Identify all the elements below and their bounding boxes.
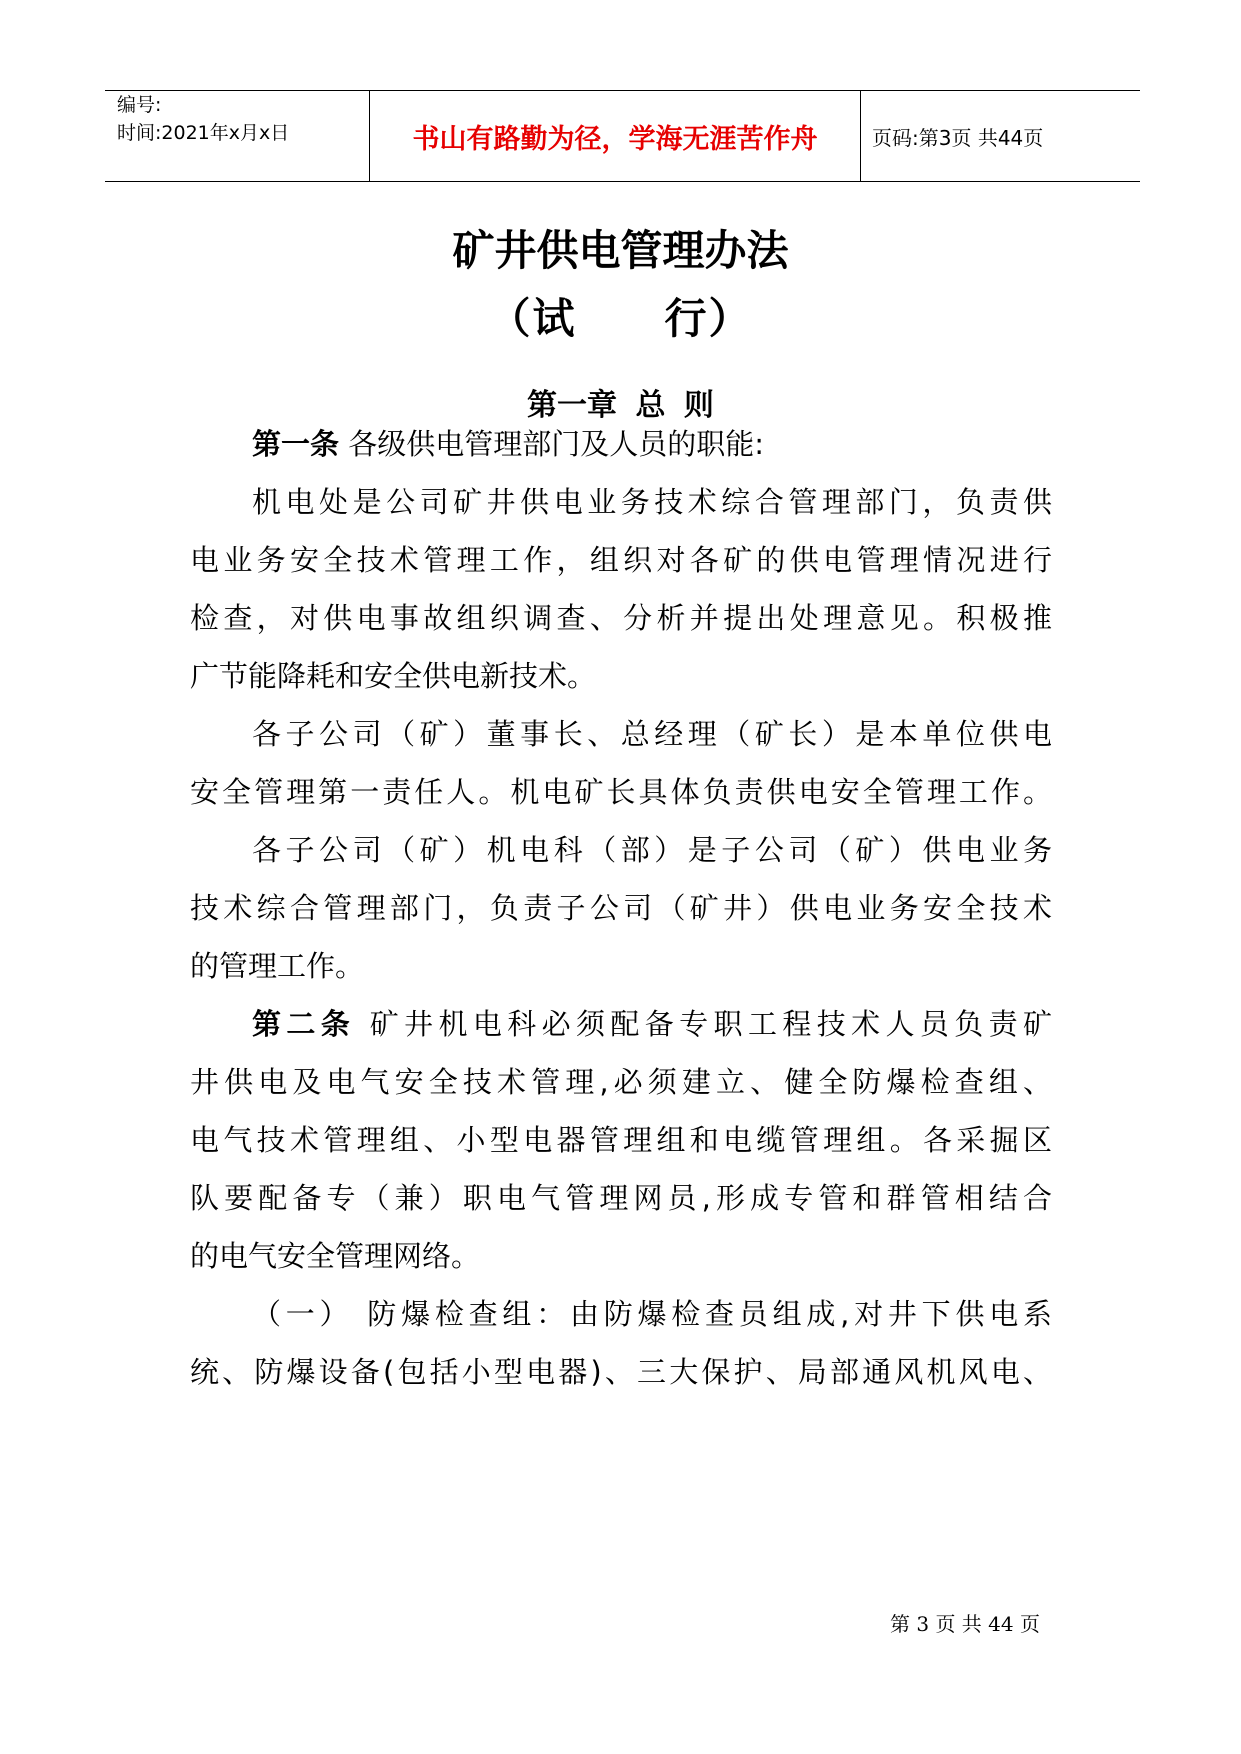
paragraph-line: 电气技术管理组、小型电器管理组和电缆管理组。各采掘区 xyxy=(190,1123,1052,1157)
article-2-label: 第二条 xyxy=(252,1007,356,1041)
paragraph-line: 的管理工作。 xyxy=(190,949,365,983)
paragraph-line: 的电气安全管理网络。 xyxy=(190,1239,481,1273)
document-subtitle: （试 行） xyxy=(488,294,753,343)
header-meta xyxy=(117,91,367,181)
header-divider-left xyxy=(369,91,370,181)
paragraph-line: 统、防爆设备(包括小型电器)、三大保护、局部通风机风电、 xyxy=(190,1355,1052,1389)
paragraph-line: 技术综合管理部门，负责子公司（矿井）供电业务安全技术 xyxy=(190,891,1052,925)
header-divider-right xyxy=(860,91,861,181)
article-2-heading xyxy=(252,1004,1052,1044)
page-header xyxy=(105,90,1140,182)
paragraph-line: 广节能降耗和安全供电新技术。 xyxy=(190,659,597,693)
header-motto: 书山有路勤为径，学海无涯苦作舟 xyxy=(412,123,818,155)
article-2-text: 矿井机电科必须配备专职工程技术人员负责矿 xyxy=(355,1007,1052,1041)
paragraph-line: 机电处是公司矿井供电业务技术综合管理部门，负责供 xyxy=(252,485,1052,519)
chapter-heading: 第一章 总 则 xyxy=(527,388,714,423)
paragraph-line: 各子公司（矿）董事长、总经理（矿长）是本单位供电 xyxy=(252,717,1052,751)
paragraph-line: 井供电及电气安全技术管理,必须建立、健全防爆检查组、 xyxy=(190,1065,1052,1099)
document-title: 矿井供电管理办法 xyxy=(452,226,789,275)
article-1-text: 各级供电管理部门及人员的职能: xyxy=(339,427,765,461)
page-footer: 第 3 页 共 44 页 xyxy=(890,1612,1040,1636)
paragraph-line: 检查，对供电事故组织调查、分析并提出处理意见。积极推 xyxy=(190,601,1052,635)
document-time: 时间:2021年x月x日 xyxy=(117,122,290,144)
header-page-code: 页码:第3页 共44页 xyxy=(872,125,1044,150)
paragraph-line: 队要配备专（兼）职电气管理网员,形成专管和群管相结合 xyxy=(190,1181,1052,1215)
document-number-label: 编号: xyxy=(117,94,162,116)
article-1-label: 第一条 xyxy=(252,427,340,461)
paragraph-line: 各子公司（矿）机电科（部）是子公司（矿）供电业务 xyxy=(252,833,1052,867)
paragraph-line: 安全管理第一责任人。机电矿长具体负责供电安全管理工作。 xyxy=(190,775,1052,809)
paragraph-line: 电业务安全技术管理工作，组织对各矿的供电管理情况进行 xyxy=(190,543,1052,577)
paragraph-line: （一） 防爆检查组：由防爆检查员组成,对井下供电系 xyxy=(252,1297,1052,1331)
article-1-heading xyxy=(252,424,764,464)
